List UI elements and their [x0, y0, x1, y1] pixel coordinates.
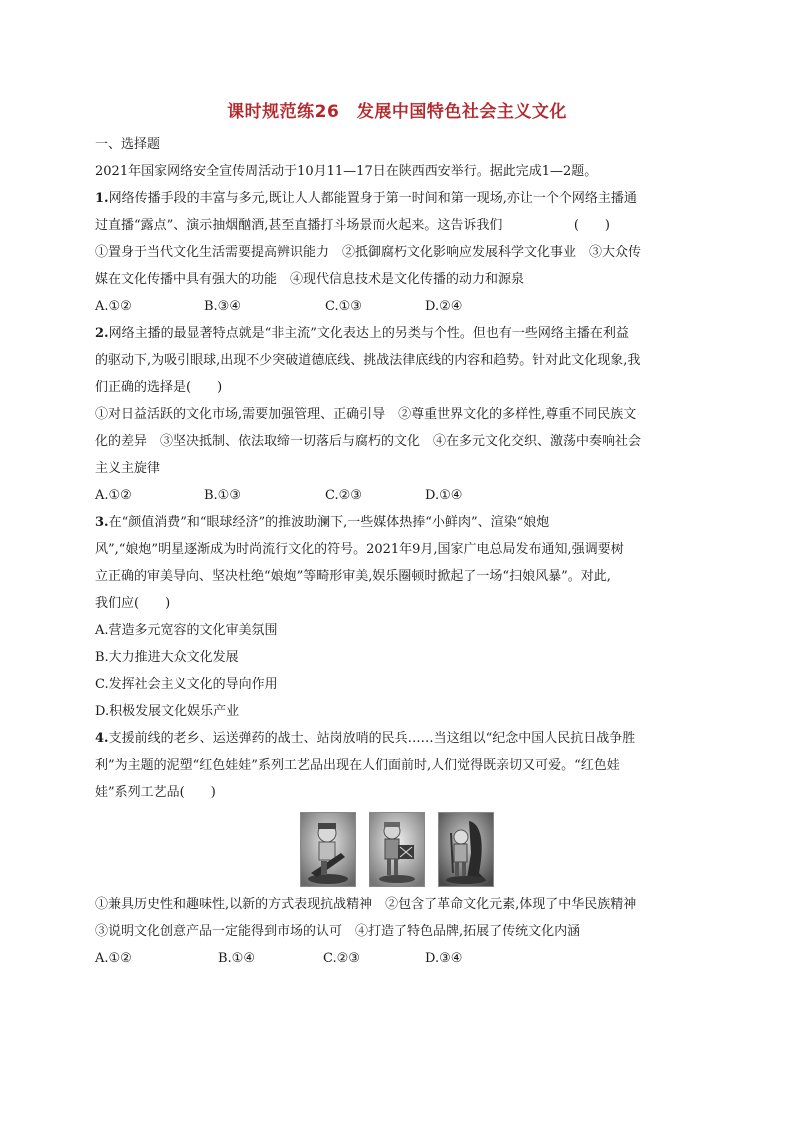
figurine-photo-3	[438, 812, 494, 887]
q2-stem-line-3: 们正确的选择是( )	[95, 380, 223, 395]
q2-number: 2.	[95, 326, 109, 341]
q4-option-c[interactable]: C.②③	[323, 951, 360, 966]
page-title: 课时规范练26 发展中国特色社会主义文化	[227, 102, 567, 122]
q1-number: 1.	[95, 191, 109, 206]
q3-option-b[interactable]: B.大力推进大众文化发展	[95, 650, 239, 665]
clay-figurine-photos	[300, 812, 495, 885]
q1-option-b[interactable]: B.③④	[204, 299, 241, 314]
q2-statements-line-3: 主义主旋律	[95, 461, 161, 476]
q3-stem-line-3: 立正确的审美导向、坚决杜绝“娘炮”等畸形审美,娱乐圈顿时掀起了一场“扫娘风暴”。对此,	[95, 569, 611, 584]
q3-option-a[interactable]: A.营造多元宽容的文化审美氛围	[95, 623, 278, 638]
q4-option-a[interactable]: A.①②	[95, 951, 132, 966]
q2-option-c[interactable]: C.②③	[325, 488, 362, 503]
q3-option-c[interactable]: C.发挥社会主义文化的导向作用	[95, 677, 278, 692]
q3-stem-line-4: 我们应( )	[95, 596, 171, 611]
figurine-photo-1	[300, 812, 356, 887]
q4-stem-line-1: 4.支援前线的老乡、运送弹药的战士、站岗放哨的民兵……当这组以“纪念中国人民抗日战争胜	[95, 731, 636, 746]
section-heading: 一、选择题	[95, 137, 161, 152]
q1-statements-line-1: ①置身于当代文化生活需要提高辨识能力 ②抵御腐朽文化影响应发展科学文化事业 ③大众传	[95, 245, 642, 260]
q3-number: 3.	[95, 515, 109, 530]
q1-answer-blank: ( )	[573, 218, 610, 233]
q1-option-c[interactable]: C.①③	[325, 299, 362, 314]
q2-stem-line-2: 的驱动下,为吸引眼球,出现不少突破道德底线、挑战法律底线的内容和趋势。针对此文化现象,我	[95, 353, 641, 368]
q4-option-b[interactable]: B.①④	[218, 951, 255, 966]
figurine-villager-image	[301, 813, 355, 886]
q4-statements-line-1: ①兼具历史性和趣味性,以新的方式表现抗战精神 ②包含了革命文化元素,体现了中华民族精神	[95, 897, 637, 912]
q2-option-b[interactable]: B.①③	[204, 488, 241, 503]
q4-stem-line-3: 娃”系列工艺品( )	[95, 785, 216, 800]
q4-number: 4.	[95, 731, 109, 746]
q4-option-d[interactable]: D.③④	[425, 951, 463, 966]
q2-option-a[interactable]: A.①②	[95, 488, 132, 503]
q1-stem-line-1: 1.网络传播手段的丰富与多元,既让人人都能置身于第一时间和第一现场,亦让一个个网络主播通	[95, 191, 637, 206]
q4-statements-line-2: ③说明文化创意产品一定能得到市场的认可 ④打造了特色品牌,拓展了传统文化内涵	[95, 924, 581, 939]
q1-stem-line-2: 过直播“露点”、演示抽烟酗酒,甚至直播打斗场景而火起来。这告诉我们 ( )	[95, 218, 610, 233]
figurine-militia-image	[439, 813, 493, 886]
q3-option-d[interactable]: D.积极发展文化娱乐产业	[95, 704, 240, 719]
q4-stem-line-2: 利”为主题的泥塑“红色娃娃”系列工艺品出现在人们面前时,人们觉得既亲切又可爱。“红色娃	[95, 758, 620, 773]
q2-stem-line-1: 2.网络主播的最显著特点就是“非主流”文化表达上的另类与个性。但也有一些网络主播在利益	[95, 326, 629, 341]
q2-statements-line-2: 化的差异 ③坚决抵制、依法取缔一切落后与腐朽的文化 ④在多元文化交织、激荡中奏响社会	[95, 434, 642, 449]
q2-option-d[interactable]: D.①④	[425, 488, 463, 503]
intro-text: 2021年国家网络安全宣传周活动于10月11—17日在陕西西安举行。据此完成1—2题。	[95, 164, 598, 179]
q1-statements-line-2: 媒在文化传播中具有强大的功能 ④现代信息技术是文化传播的动力和源泉	[95, 272, 525, 287]
q1-option-d[interactable]: D.②④	[425, 299, 463, 314]
figurine-soldier-image	[370, 813, 424, 886]
q1-option-a[interactable]: A.①②	[95, 299, 132, 314]
figurine-photo-2	[369, 812, 425, 887]
q2-statements-line-1: ①对日益活跃的文化市场,需要加强管理、正确引导 ②尊重世界文化的多样性,尊重不同民族文	[95, 407, 637, 422]
q3-stem-line-1: 3.在“颜值消费”和“眼球经济”的推波助澜下,一些媒体热捧“小鲜肉”、渲染“娘炮	[95, 515, 550, 530]
q3-stem-line-2: 风”,“娘炮”明星逐渐成为时尚流行文化的符号。2021年9月,国家广电总局发布通知,强调要树	[95, 542, 624, 557]
